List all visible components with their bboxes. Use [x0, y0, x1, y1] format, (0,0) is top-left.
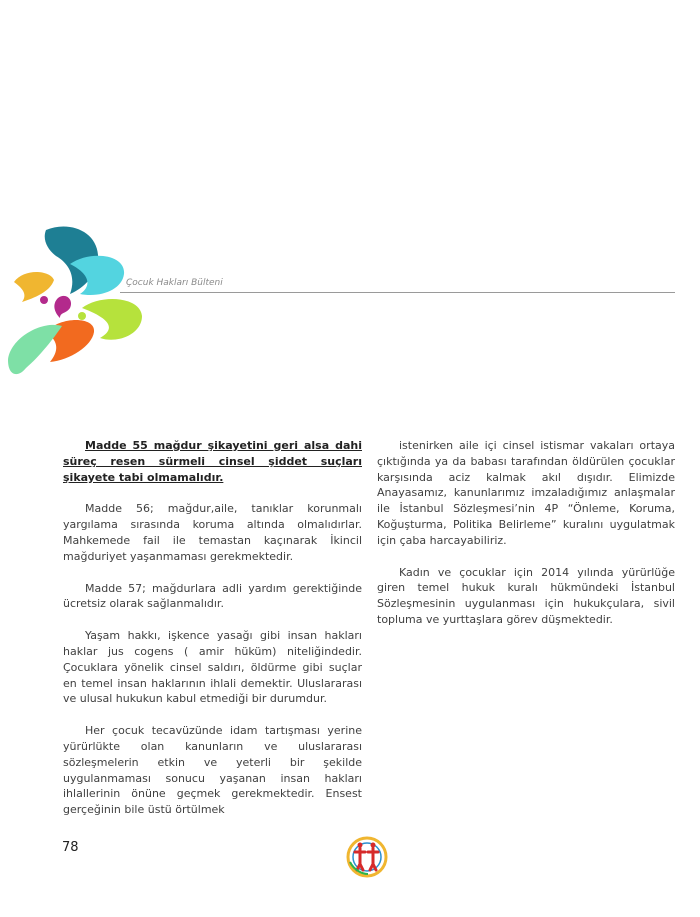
death-penalty-paragraph: Her çocuk tecavüzünde idam tartışması yerine yürürlükte olan kanunların ve uluslararası sözleşmelerin etkin ve yeterli bir şekilde uygulanmaması sonucu yaşanan insan hakları ihlallerinin önüne geçmek gerekmektedir. Ensest gerçeğinin bile üstü örtülmek [63, 724, 362, 817]
article-56-paragraph: Madde 56; mağdur,aile, tanıklar korunmalı yargılama sırasında koruma altında olmalıdırlar. Mahkemede fail ile temastan kaçınarak İkincil mağduriyet yaşanmaması gerekmektedir. [63, 502, 362, 563]
left-column [63, 438, 362, 834]
right-column [377, 438, 675, 644]
yellow-petal [14, 272, 54, 302]
logo-head-right [371, 843, 376, 848]
magenta-dot [40, 296, 48, 304]
article-57-paragraph: Madde 57; mağdurlara adli yardım gerektiğinde ücretsiz olarak sağlanmalıdır. [63, 581, 362, 611]
decorative-splash-graphic [0, 220, 160, 400]
magenta-petal [54, 296, 71, 318]
mint-petal [8, 325, 62, 374]
human-rights-paragraph: Yaşam hakkı, işkence yasağı gibi insan hakları haklar jus cogens ( amir hüküm) niteliğindedir. Çocuklara yönelik cinsel saldırı, öldürme gibi suçlar en temel insan haklarının ihlali demektir. Uluslararası ve ulusal hukukun kabul etmediği bir durumdur. [63, 629, 362, 706]
bulletin-title: Çocuk Hakları Bülteni [126, 278, 223, 288]
association-logo [342, 834, 392, 880]
logo-head-left [358, 843, 363, 848]
header-divider [120, 292, 675, 293]
article-55-paragraph: Madde 55 mağdur şikayetini geri alsa dahi süreç resen sürmeli cinsel şiddet suçları şikayete tabi olmamalıdır. [63, 439, 362, 484]
istanbul-convention-paragraph: Kadın ve çocuklar için 2014 yılında yürürlüğe giren temel hukuk kuralı hükmündeki İstanbul Sözleşmesinin uygulanması için hukukçulara, sivil topluma ve yurttaşlara görev düşmektedir. [377, 565, 675, 626]
page-number: 78 [62, 840, 79, 855]
lime-dot [78, 312, 86, 320]
incest-continuation-paragraph: istenirken aile içi cinsel istismar vakaları ortaya çıktığında ya da babası tarafından öldürülen çocuklar karşısında aciz kalmak akıl dışıdır. Elimizde Anayasamız, kanunlarımız imzaladığımız anlaşmalar ile İstanbul Sözleşmesi’nin 4P “Önleme, Koruma, Koğuşturma, Politika Belirleme” kuralını uygulatmak için çaba harcayabiliriz. [377, 439, 675, 547]
